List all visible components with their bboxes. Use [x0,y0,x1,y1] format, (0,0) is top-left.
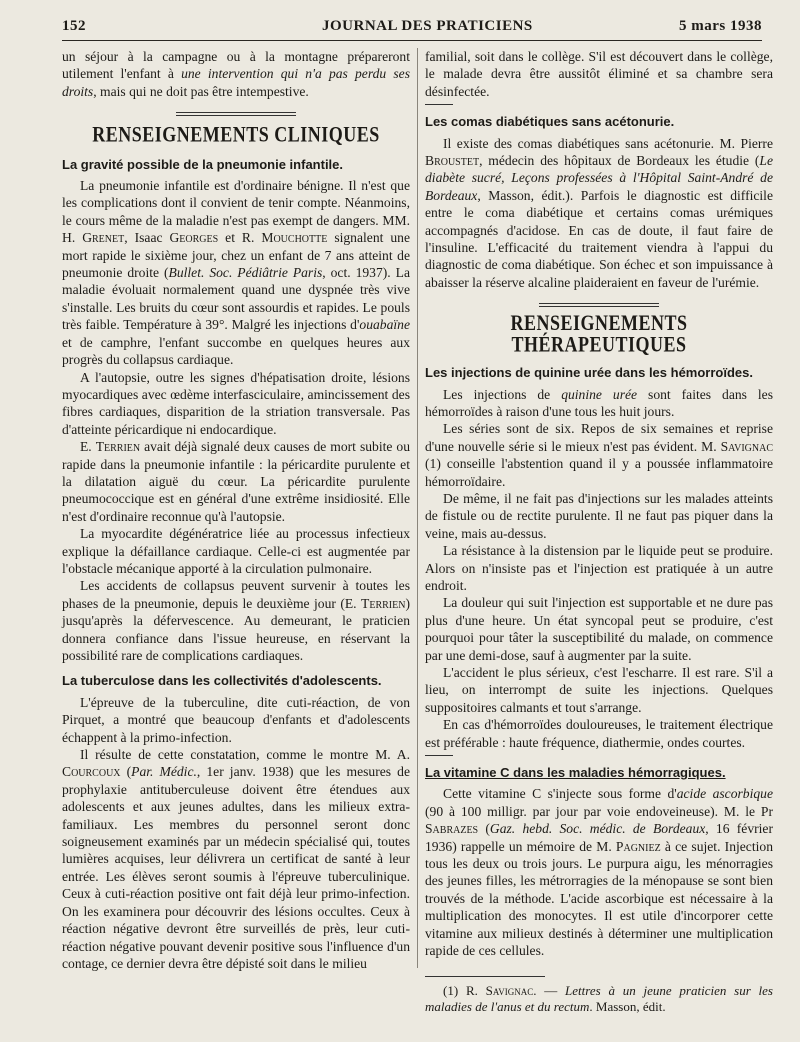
article-paragraph: Les injections de quinine urée sont faites dans les hémorroïdes à raison d'une tous les huit jours. [425,386,774,419]
section-title-cliniques: RENSEIGNEMENTS CLINIQUES [92,121,380,147]
short-rule [425,104,453,105]
short-rule [425,755,453,756]
article-paragraph: A l'autopsie, outre les signes d'hépatisation droite, lésions myocardiques avec œdème interfasciculaire, amincissement des fibres cardiaques, disparition de la striation transversale. Pas d'atteinte péricardique ni endocardique. [62,369,410,437]
issue-date: 5 mars 1938 [679,18,762,34]
continuation-paragraph: familial, soit dans le collège. S'il est découvert dans le collège, le malade devra être aussitôt éliminé et sa chambre sera désinfectée. [425,49,773,99]
article-paragraph: L'accident le plus sérieux, c'est l'escharre. Il est rare. S'il a lieu, on interrompt de suite les injections. Quelques suppositoires calmants et tout s'arrange. [425,665,773,715]
right-column [425,48,773,1015]
article-paragraph: De même, il ne fait pas d'injections sur les malades atteints de fistule ou de rectite purulente. Il ne faut pas piquer dans la veine, mais au-dessus. [425,490,773,541]
article-paragraph: Les accidents de collapsus peuvent survenir à toutes les phases de la pneumonie, depuis le deuxième jour (E. Terrien) jusqu'après la défervescence. Au demeurant, le praticien donnera confiance dans l'issue heureuse, en réservant la possibilité rare de complications cardiaques. [62,578,410,663]
article-paragraph: Cette vitamine C s'injecte sous forme d'acide ascorbique (90 à 100 milligr. par jour par voie endoveineuse). M. le Pr Sabrazes (Gaz. hebd. Soc. médic. de Bordeaux, 16 février 1936) rappelle un mémoire de M. Pagniez à ce sujet. Injection tous les deux ou trois jours. Le purpura aigu, les ménorragies des jeunes filles, les métrorragies de la ménopause se sont bien trouvés de la méthode. L'acide ascorbique est nécessaire à la multiplication des monocytes. Il est utile d'incorporer cette vitamine aux milieux destinés à déterminer une multiplication rapide de ces cellules. [425,786,773,959]
section-rule [176,112,296,116]
section-title-therapeutiques: RENSEIGNEMENTS THÉRAPEUTIQUES [510,310,688,358]
article-paragraph: La résistance à la distension par le liquide peut se produire. Alors on n'insiste pas et l'injection est pratiquée à un autre endroit. [425,543,773,593]
footnote: (1) R. Savignac. — Lettres à un jeune praticien sur les maladies de l'anus et du rectum. Masson, édit. [425,982,773,1014]
article-paragraph: E. Terrien avait déjà signalé deux causes de mort subite ou rapide dans la pneumonie infantile : la péricardite purulente et la dilatation aiguë du cœur. La péricardite purulente pneumococcique est en général d'une extrême insidiosité. Elle n'est d'ordinaire reconnue qu'à l'autopsie. [62,439,410,524]
article-paragraph: La myocardite dégénératrice liée au processus infectieux explique la défaillance cardiaque. Celle-ci est augmentée par l'obstacle mécanique apporté à la circulation pulmonaire. [62,526,410,576]
footnote-rule [425,976,545,977]
page-number: 152 [62,18,86,34]
article-paragraph: En cas d'hémorroïdes douloureuses, le traitement électrique est préférable : haute fréquence, diathermie, ondes courtes. [425,717,773,750]
section-rule [539,303,659,307]
journal-title: JOURNAL DES PRATICIENS [322,18,533,34]
intro-paragraph: un séjour à la campagne ou à la montagne prépareront utilement l'enfant à une intervention qui n'a pas perdu ses droits, mais qui ne doit pas être intempestive. [62,49,410,99]
column-divider [417,48,418,968]
article-paragraph: Il existe des comas diabétiques sans acétonurie. M. Pierre Broustet, médecin des hôpitaux de Bordeaux les étudie (Le diabète sucré, Leçons professées à l'Hôpital Saint-André de Bordeaux, Masson, édit.). Parfois le diagnostic est difficile entre le coma diabétique et certains comas urémiques accompagnés d'acidose. En cas de doute, il faut faire de l'insuline. L'efficacité du traitement viendra à l'appui du diagnostic de coma diabétique. Son échec et son impuissance à abaisser la réserve alcaline plaideraient en faveur de l'urémie. [425,135,773,290]
article-title-quinine: Les injections de quinine urée dans les hémorroïdes. [425,365,753,381]
article-paragraph: L'épreuve de la tuberculine, dite cuti-réaction, de von Pirquet, a montré que beaucoup d'enfants et d'adolescents échappent à la primo-infection. [62,694,410,745]
page-header [62,14,762,41]
article-paragraph: La douleur qui suit l'injection est supportable et ne dure pas plus d'une heure. Un état syncopal peut se produire, c'est pourquoi pour tâter la susceptibilité du malade, on commence par une demi-dose, sauf à augmenter par la suite. [425,595,773,663]
article-title-tuberculose: La tuberculose dans les collectivités d'adolescents. [62,673,382,689]
article-title-pneumonie: La gravité possible de la pneumonie infantile. [62,156,344,172]
left-column [62,48,410,972]
article-paragraph: Les séries sont de six. Repos de six semaines et reprise d'une nouvelle série si le mieux n'est pas évident. M. Savignac (1) conseille l'abstention quand il y a poussée inflammatoire hémorroïdaire. [425,421,773,489]
article-title-vitamine: La vitamine C dans les maladies hémorragiques. [425,765,726,781]
article-paragraph: La pneumonie infantile est d'ordinaire bénigne. Il n'est que les complications dont il convient de tenir compte. Néanmoins, le cours même de la maladie n'est pas exempt de dangers. MM. H. Grenet, Isaac Georges et R. Mouchotte signalent une mort rapide le sixième jour, chez un enfant de 7 ans atteint de pneumonie droite (Bullet. Soc. Pédiâtrie Paris, oct. 1937). La maladie évoluait normalement quand une dyspnée très vive s'installe. Les bruits du cœur sont assourdis et rapides. Le pouls très faible. Température à 39°. Malgré les injections d'ouabaïne et de camphre, l'enfant succombe en quelques heures aux progrès du collapsus cardiaque. [62,178,410,368]
article-title-comas: Les comas diabétiques sans acétonurie. [425,114,675,130]
article-paragraph: Il résulte de cette constatation, comme le montre M. A. Courcoux (Par. Médic., 1er janv. 1938) que les mesures de prophylaxie antituberculeuse doivent être étendues aux adolescents et aux jeunes adultes, dans les milieux extra-familiaux. Les membres du personnel seront donc soigneusement examinés par un médecin spécialisé qui, toutes lumières acquises, leur délivrera un certificat de santé à leur entrée. Les élèves seront soumis à l'épreuve tuberculinique. Ceux à cuti-réaction positive ont fait déjà leur primo-infection. On les examinera pour découvrir des lésions occultes. Ceux à réaction négative devront être surveillés de près, leur cuti-réaction négative pouvant devenir positive sous l'influence d'un contage, ce dernier devra être dépisté soit dans le milieu [62,747,410,971]
